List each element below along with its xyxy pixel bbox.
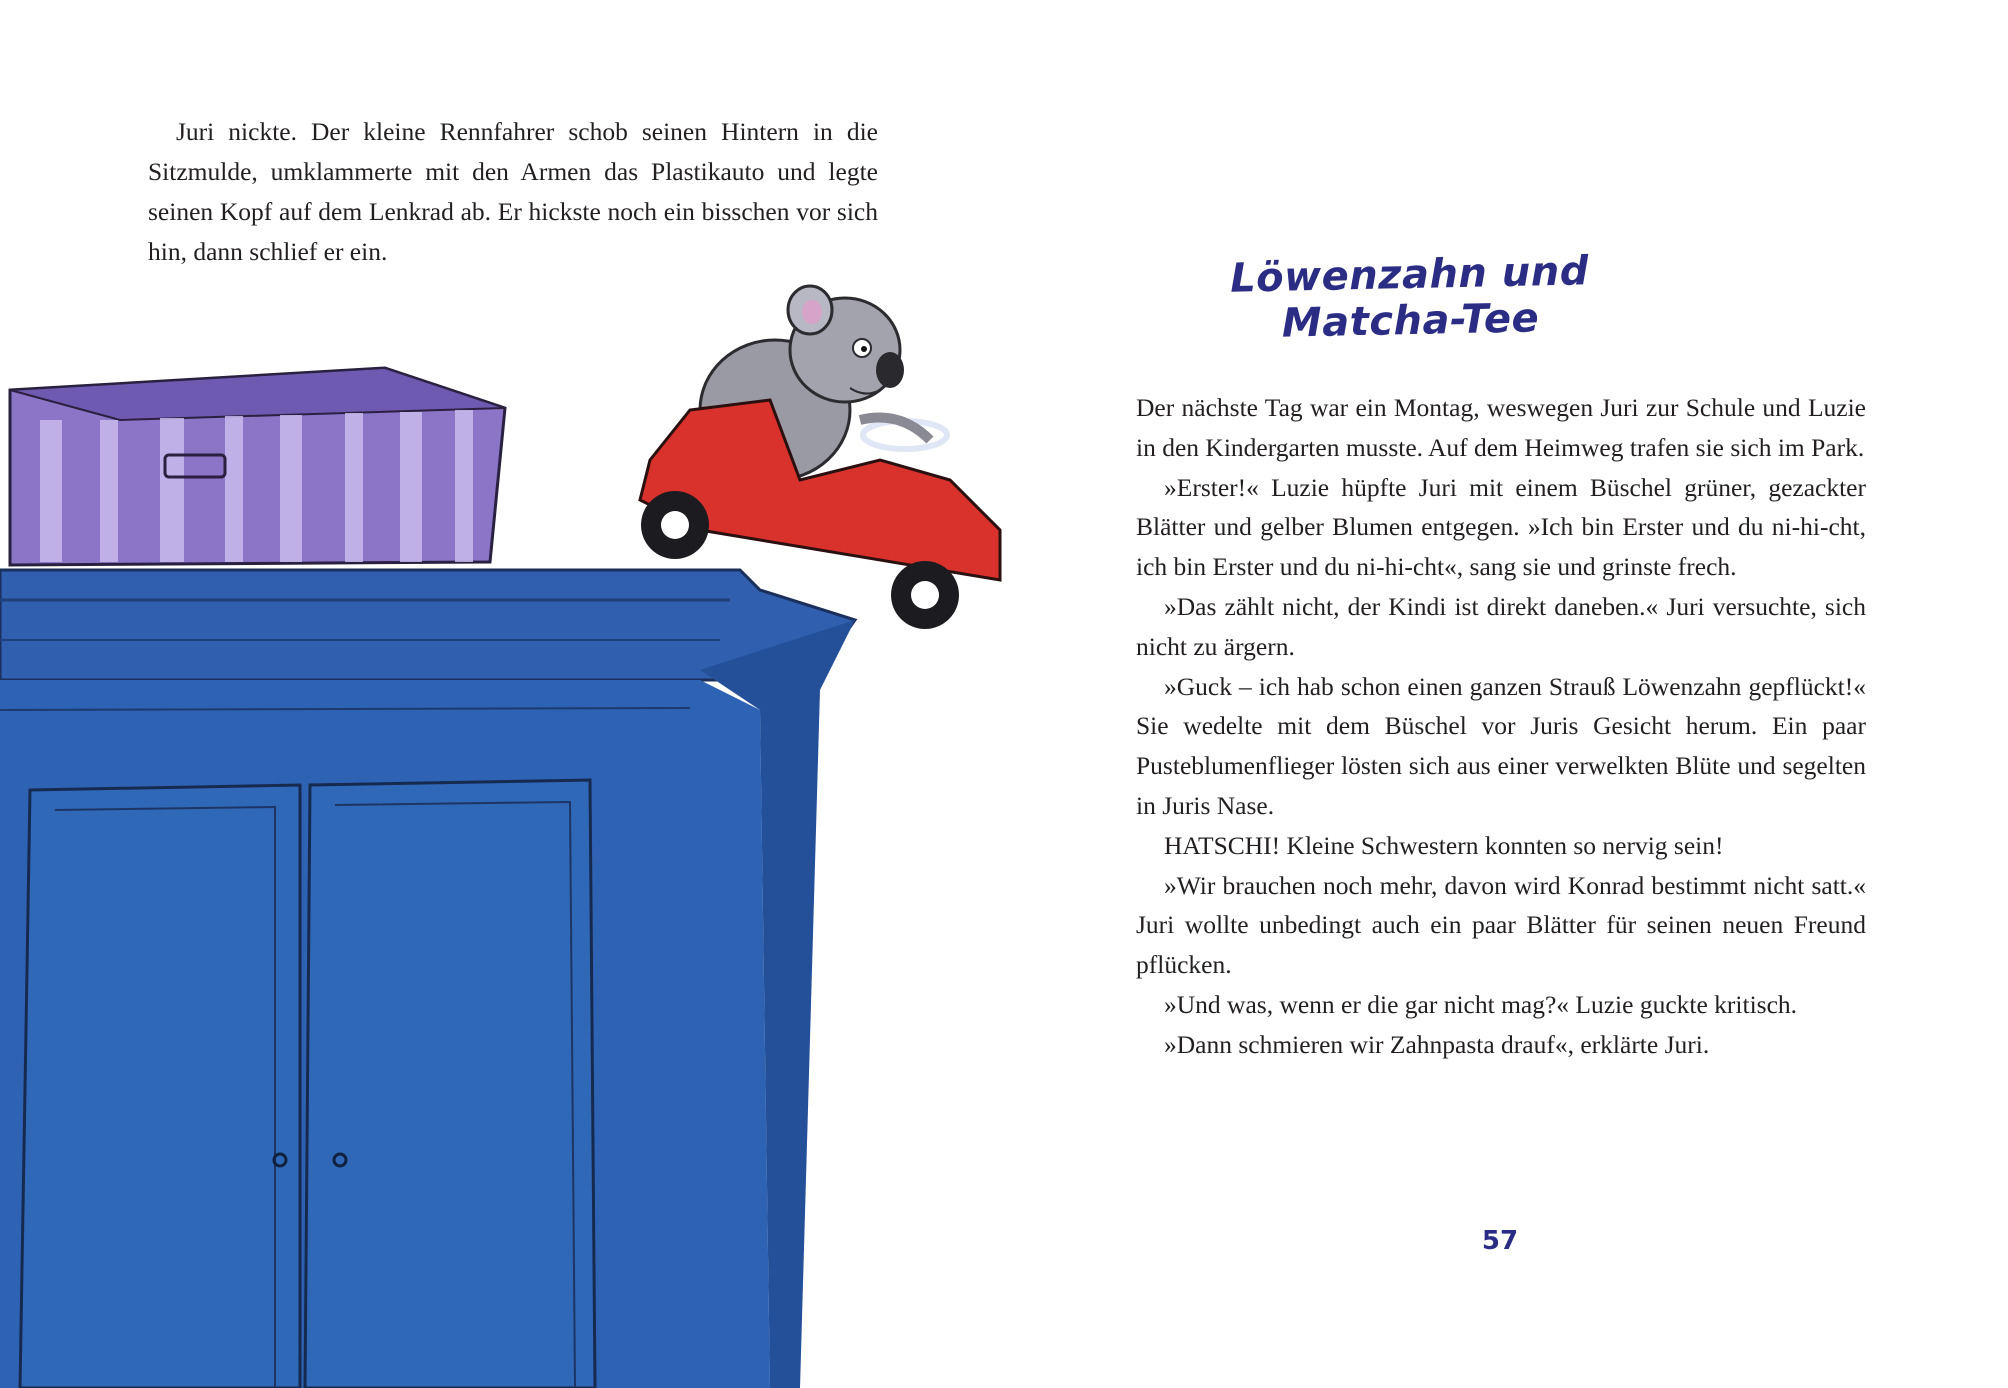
- body-paragraph: »Erster!« Luzie hüpfte Juri mit einem Büschel grüner, gezackter Blätter und gelber Blumen entgegen. »Ich bin Erster und du ni-hi-cht, ich bin Erster und du ni-hi-cht«, sang sie und grinste frech.: [1136, 472, 1866, 582]
- body-paragraph: »Dann schmieren wir Zahnpasta drauf«, erklärte Juri.: [1164, 1029, 1710, 1059]
- chapter-title: Löwenzahn und Matcha-Tee: [1229, 248, 1590, 347]
- body-paragraph: Der nächste Tag war ein Montag, weswegen Juri zur Schule und Luzie in den Kindergarten musste. Auf dem Heimweg trafen sie sich im Park.: [1136, 393, 1866, 462]
- striped-box-illustration: [10, 368, 505, 565]
- body-paragraph: »Guck – ich hab schon einen ganzen Strauß Löwenzahn gepflückt!« Sie wedelte mit dem Büschel vor Juris Gesicht herum. Ein paar Pusteblumenflieger lösten sich aus einer verwelkten Blüte und segelten in Juris Nase.: [1136, 671, 1866, 820]
- body-paragraph: »Wir brauchen noch mehr, davon wird Konrad bestimmt nicht satt.« Juri wollte unbedingt auch ein paar Blätter für seinen neuen Freund pflücken.: [1136, 870, 1866, 980]
- left-page-text: [148, 112, 878, 272]
- body-paragraph: »Und was, wenn er die gar nicht mag?« Luzie guckte kritisch.: [1164, 989, 1798, 1019]
- right-page-text: [1136, 388, 1866, 1065]
- illustration-koala-on-cabinet: [0, 270, 1004, 1388]
- page-number: 57: [1481, 1226, 1519, 1256]
- body-paragraph: »Das zählt nicht, der Kindi ist direkt daneben.« Juri versuchte, sich nicht zu ärgern.: [1136, 591, 1866, 661]
- left-paragraph: Juri nickte. Der kleine Rennfahrer schob seinen Hintern in die Sitzmulde, umklammerte mit den Armen das Plastikauto und legte seinen Kopf auf dem Lenkrad ab. Er hickste noch ein bisschen vor sich hin, dann schlief er ein.: [148, 117, 878, 266]
- body-paragraph: HATSCHI! Kleine Schwestern konnten so nervig sein!: [1164, 830, 1724, 860]
- cabinet-illustration: [0, 570, 855, 1388]
